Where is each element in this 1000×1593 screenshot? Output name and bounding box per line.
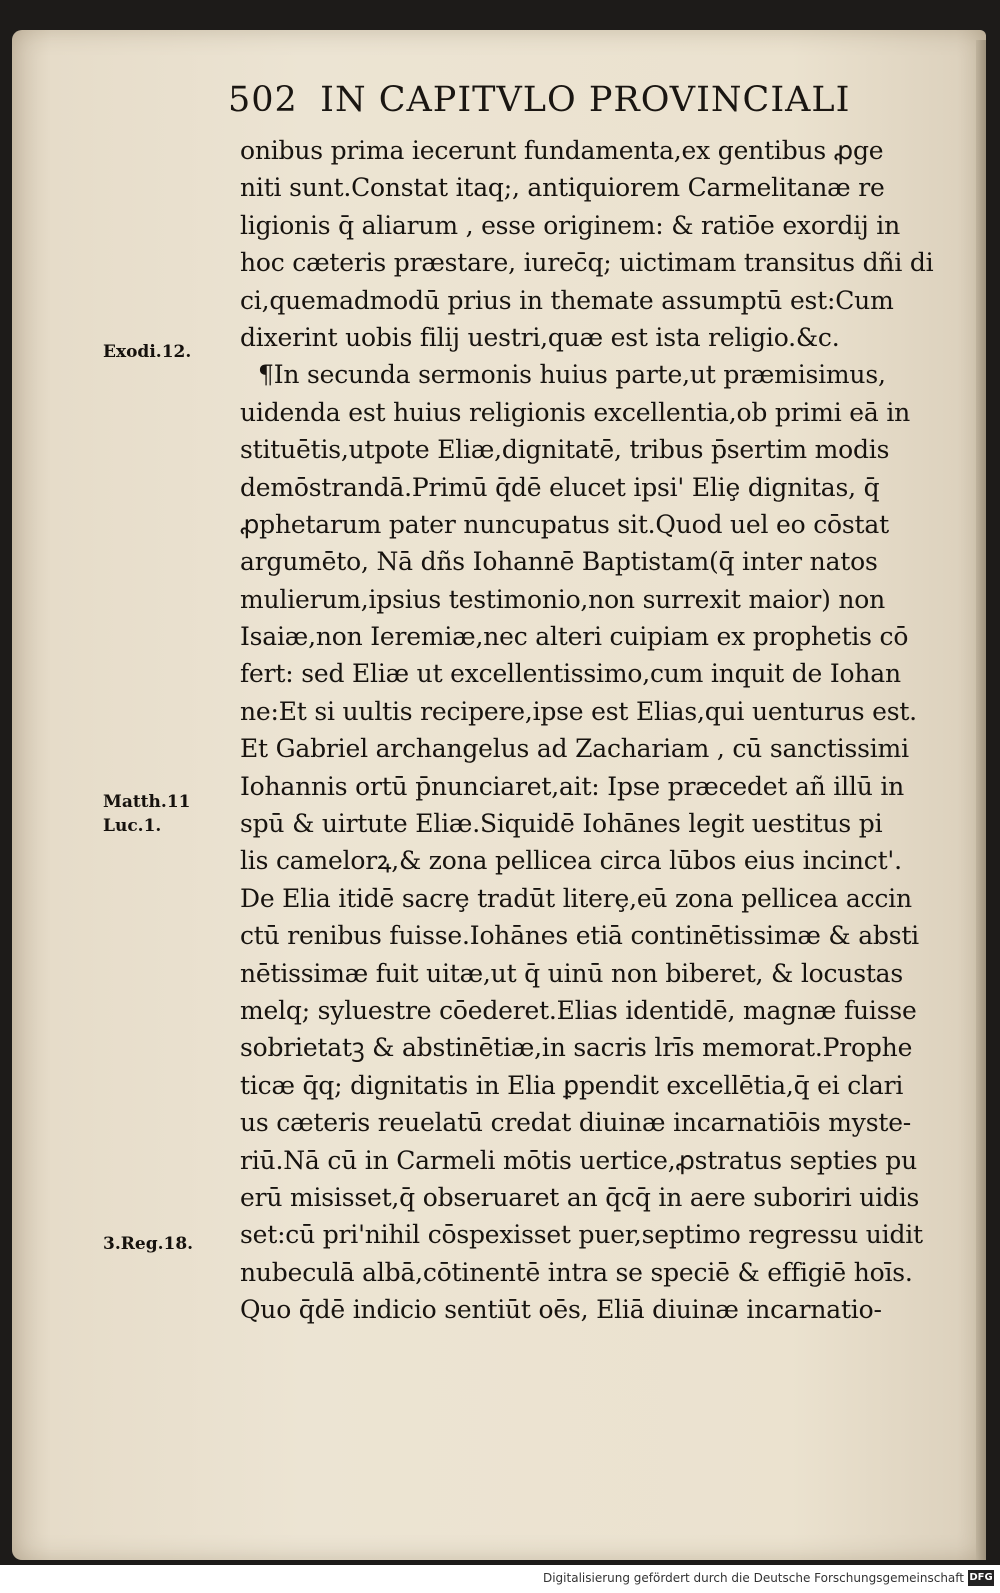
text-line: erū misisset,q̄ obseruaret an q̄cq̄ in aere suboriri uidis — [240, 1182, 920, 1212]
margin-note-kings: 3.Reg.18. — [103, 1234, 194, 1254]
text-line: uidenda est huius religionis excellentia,ob primi eā in — [240, 397, 911, 427]
text-line: melq; syluestre cōederet.Elias identidē, magnæ fuisse — [240, 995, 917, 1025]
text-line: dixerint uobis filij uestri,quæ est ista religio.&c. — [240, 322, 840, 352]
text-line: nētissimæ fuit uitæ,ut q̄ uinū non biberet, & locustas — [240, 958, 904, 988]
text-line: stituētis,utpote Eliæ,dignitatē, tribus p̄sertim modis — [240, 435, 890, 465]
text-line: sobrietatꝫ & abstinētiæ,in sacris lrīs memorat.Prophe — [240, 1033, 913, 1063]
margin-note-matthew-luke — [103, 790, 190, 838]
margin-note-text: Matth.11 Luc.1. — [103, 792, 191, 836]
funding-credit: Digitalisierung gefördert durch die Deutsche Forschungsgemeinschaft — [542, 1571, 964, 1585]
text-line: nubeculā albā,cōtinentē intra se speciē & effigiē hoīs. — [240, 1257, 913, 1287]
text-line: ne:Et si uultis recipere,ipse est Elias,qui uenturus est. — [240, 696, 917, 726]
text-line-paragraph-start: ¶In secunda sermonis huius parte,ut præmisimus, — [258, 360, 886, 390]
text-line: ligionis q̄ aliarum , esse originem: & ratiōe exordij in — [240, 210, 901, 240]
dfg-logo-icon: DFG — [968, 1570, 994, 1586]
text-line: argumēto, Nā dñs Iohannē Baptistam(q̄ inter natos — [240, 547, 878, 577]
running-head — [228, 80, 928, 130]
text-line: Iohannis ortū p̄nunciaret,ait: Ipse præcedet añ illū in — [240, 771, 905, 801]
text-line: Et Gabriel archangelus ad Zachariam , cū sanctissimi — [240, 734, 909, 764]
page-number: 502 — [228, 80, 298, 120]
text-line: Quo q̄dē indicio sentiūt oēs, Eliā diuinæ incarnatio- — [240, 1295, 882, 1325]
text-line: Isaiæ,non Ieremiæ,nec alteri cuipiam ex prophetis cō — [240, 622, 909, 652]
text-line: niti sunt.Constat itaq;, antiquiorem Carmelitanæ re — [240, 173, 885, 203]
text-line: riū.Nā cū in Carmeli mōtis uertice,ꝓstratus septies pu — [240, 1145, 918, 1175]
text-line: onibus prima iecerunt fundamenta,ex gentibus ꝓge — [240, 136, 884, 165]
footer-bar — [0, 1565, 1000, 1593]
running-title: IN CAPITVLO PROVINCIALI — [320, 80, 851, 120]
text-line: spū & uirtute Eliæ.Siquidē Iohānes legit uestitus pi — [240, 809, 883, 839]
text-line: demōstrandā.Primū q̄dē elucet ipsi' Eliȩ dignitas, q̄ — [240, 472, 880, 502]
text-line: lis camelorꝝ,& zona pellicea circa lūbos eius incinct'. — [240, 846, 902, 876]
text-line: ticæ q̄q; dignitatis in Elia ꝑpendit excellētia,q̄ ei clari — [240, 1070, 904, 1100]
text-line: set:cū pri'nihil cōspexisset puer,septimo regressu uidit — [240, 1220, 923, 1250]
text-line: hoc cæteris præstare, iurec̄q; uictimam transitus dñi di — [240, 248, 934, 278]
margin-note-exodus: Exodi.12. — [103, 342, 192, 362]
body-text — [240, 132, 960, 1329]
page-edge — [976, 40, 986, 1560]
text-line: mulierum,ipsius testimonio,non surrexit maior) non — [240, 584, 886, 614]
text-line: fert: sed Eliæ ut excellentissimo,cum inquit de Iohan — [240, 659, 901, 689]
text-line: us cæteris reuelatū credat diuinæ incarnatiōis myste- — [240, 1108, 912, 1138]
text-line: De Elia itidē sacrȩ tradūt literȩ,eū zona pellicea accin — [240, 883, 912, 913]
text-line: ctū renibus fuisse.Iohānes etiā continētissimæ & absti — [240, 921, 919, 951]
text-line: ꝓphetarum pater nuncupatus sit.Quod uel eo cōstat — [240, 509, 889, 539]
text-line: ci,quemadmodū prius in themate assumptū est:Cum — [240, 285, 894, 315]
